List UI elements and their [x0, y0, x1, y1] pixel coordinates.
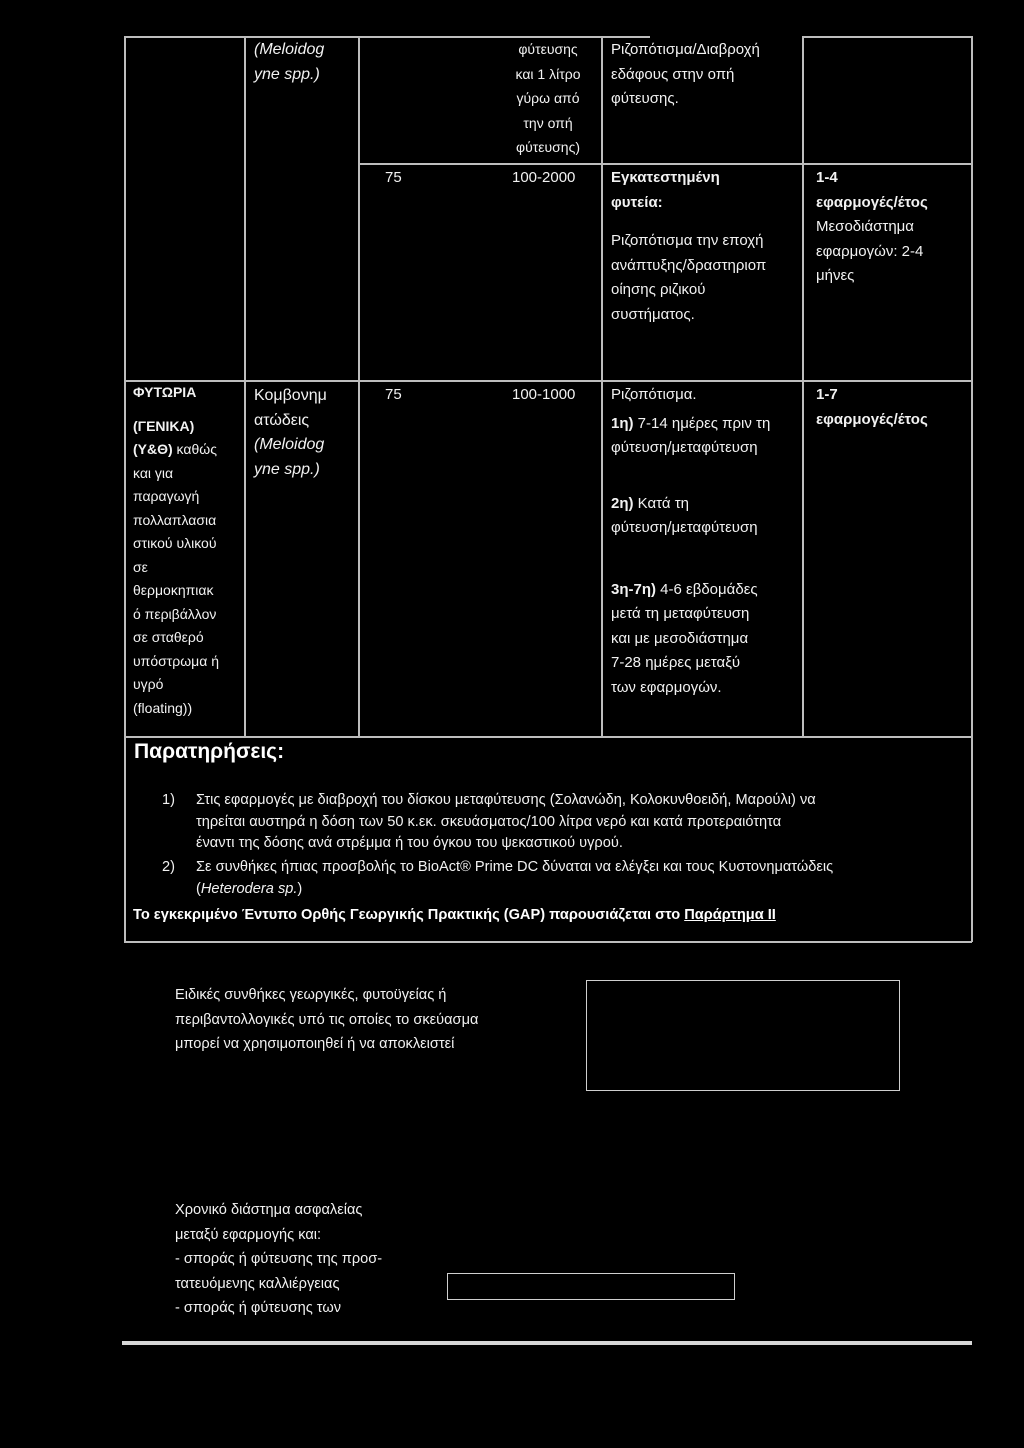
- table-row-line-1: [358, 163, 972, 165]
- table-border-bottom: [124, 941, 972, 943]
- conditions-box: [586, 980, 900, 1091]
- remark-1-number: 1): [162, 792, 175, 808]
- gap-annex-link[interactable]: Παράρτημα ΙΙ: [684, 907, 776, 923]
- nursery-method: Ριζοπότισμα. 1η) 7-14 ημέρες πριν τη φύτευση/μεταφύτευση 2η) Κατά τη φύτευση/μεταφύτευση 3η-7η) 4-6 εβδομάδες μετά τη μεταφύτευση και με μεσοδιάστημα 7-28 ημέρες μεταξύ των εφαρμογών.: [611, 386, 771, 696]
- table-border-right: [971, 36, 973, 942]
- nursery-dose: 75: [385, 386, 402, 403]
- established-apps: Μεσοδιάστημα εφαρμογών: 2-4 μήνες: [816, 218, 924, 284]
- gap-note: Το εγκεκριμένο Έντυπο Ορθής Γεωργικής Πρακτικής (GAP) παρουσιάζεται στο Παράρτημα ΙΙ: [133, 907, 776, 923]
- top-row-volume: φύτευσης και 1 λίτρο γύρω από την οπή φύτευσης): [515, 41, 581, 155]
- remark-2-text: Σε συνθήκες ήπιας προσβολής το BioAct® Prime DC δύναται να ελέγξει και τους Κυστονηματώδεις (Heterodera sp.): [196, 859, 834, 897]
- remarks-title: Παρατηρήσεις:: [134, 740, 285, 763]
- footer-rule: [122, 1341, 972, 1345]
- established-apps-title: 1-4 εφαρμογές/έτος: [816, 169, 928, 211]
- conditions-text: Ειδικές συνθήκες γεωργικές, φυτοϋγείας ή περιβαντολλογικές υπό τις οποίες το σκεύασμα μπορεί να χρησιμοποιηθεί ή να αποκλειστεί: [175, 987, 479, 1052]
- table-row-line-3: [124, 736, 972, 738]
- established-volume: 100-2000: [512, 169, 576, 186]
- established-method-title: Εγκατεστημένη φυτεία:: [611, 169, 720, 211]
- nursery-pest: Κομβονημ ατώδεις (Meloidog yne spp.): [254, 387, 327, 478]
- table-border-top-right: [802, 36, 972, 38]
- established-dose: 75: [385, 169, 402, 186]
- nursery-crop: ΦΥΤΩΡΙΑ (ΓΕΝΙΚΑ) (Υ&Θ) καθώς και για παραγωγή πολλαπλασια στικού υλικού σε θερμοκηπιακ ό περιβάλλον σε σταθερό υπόστρωμα ή υγρό (floating)): [133, 384, 220, 716]
- table-border-left: [124, 36, 126, 942]
- remark-2-number: 2): [162, 859, 175, 875]
- nursery-apps-title: 1-7 εφαρμογές/έτος: [816, 386, 928, 428]
- nursery-volume: 100-1000: [512, 386, 576, 403]
- safety-box: [447, 1273, 735, 1300]
- table-col-line-1: [244, 36, 246, 736]
- table-row-line-2: [124, 380, 972, 382]
- top-row-pest: (Meloidog yne spp.): [254, 41, 325, 83]
- established-method: Ριζοπότισμα την εποχή ανάπτυξης/δραστηριοπ οίησης ριζικού συστήματος.: [611, 232, 767, 323]
- table-col-line-2: [358, 36, 360, 736]
- remark-1-text: Στις εφαρμογές με διαβροχή του δίσκου μεταφύτευσης (Σολανώδη, Κολοκυνθοειδή, Μαρούλι) να τηρείται αυστηρά η δόση των 50 κ.εκ. σκευάσματος/100 λίτρα νερό και κατά προτεραιότητα έναντι της δόσης ανά στρέμμα ή του όγκου του ψεκαστικού υγρού.: [196, 792, 816, 851]
- top-row-method: Ριζοπότισμα/Διαβροχή εδάφους στην οπή φύτευσης.: [611, 41, 760, 107]
- safety-text: Χρονικό διάστημα ασφαλείας μεταξύ εφαρμογής και: - σποράς ή φύτευσης της προσ- τατευόμενης καλλιέργειας - σποράς ή φύτευσης των: [175, 1202, 383, 1316]
- table-col-line-5: [802, 36, 804, 736]
